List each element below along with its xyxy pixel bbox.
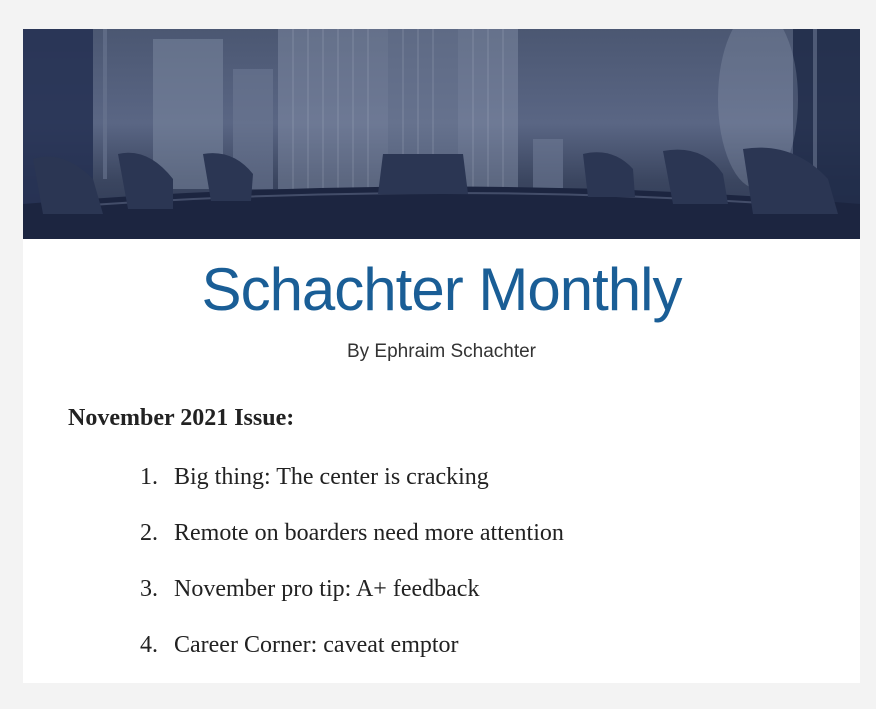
topic-number: 2. bbox=[140, 520, 158, 546]
topic-item bbox=[23, 627, 860, 683]
topic-item bbox=[23, 571, 860, 627]
topic-item bbox=[23, 459, 860, 515]
newsletter-card bbox=[23, 29, 860, 683]
topic-list bbox=[23, 459, 860, 683]
newsletter-title: Schachter Monthly bbox=[201, 256, 682, 323]
topic-number: 1. bbox=[140, 464, 158, 490]
topic-text: Remote on boarders need more attention bbox=[174, 520, 564, 546]
topic-text: Career Corner: caveat emptor bbox=[174, 632, 459, 658]
boardroom-banner-image bbox=[23, 29, 860, 239]
topic-text: November pro tip: A+ feedback bbox=[174, 576, 480, 602]
banner-illustration bbox=[23, 29, 860, 239]
topic-text: Big thing: The center is cracking bbox=[174, 464, 489, 490]
topic-item bbox=[23, 515, 860, 571]
topic-number: 4. bbox=[140, 632, 158, 658]
topic-number: 3. bbox=[140, 576, 158, 602]
newsletter-byline: By Ephraim Schachter bbox=[346, 341, 537, 362]
issue-heading: November 2021 Issue: bbox=[68, 405, 295, 431]
